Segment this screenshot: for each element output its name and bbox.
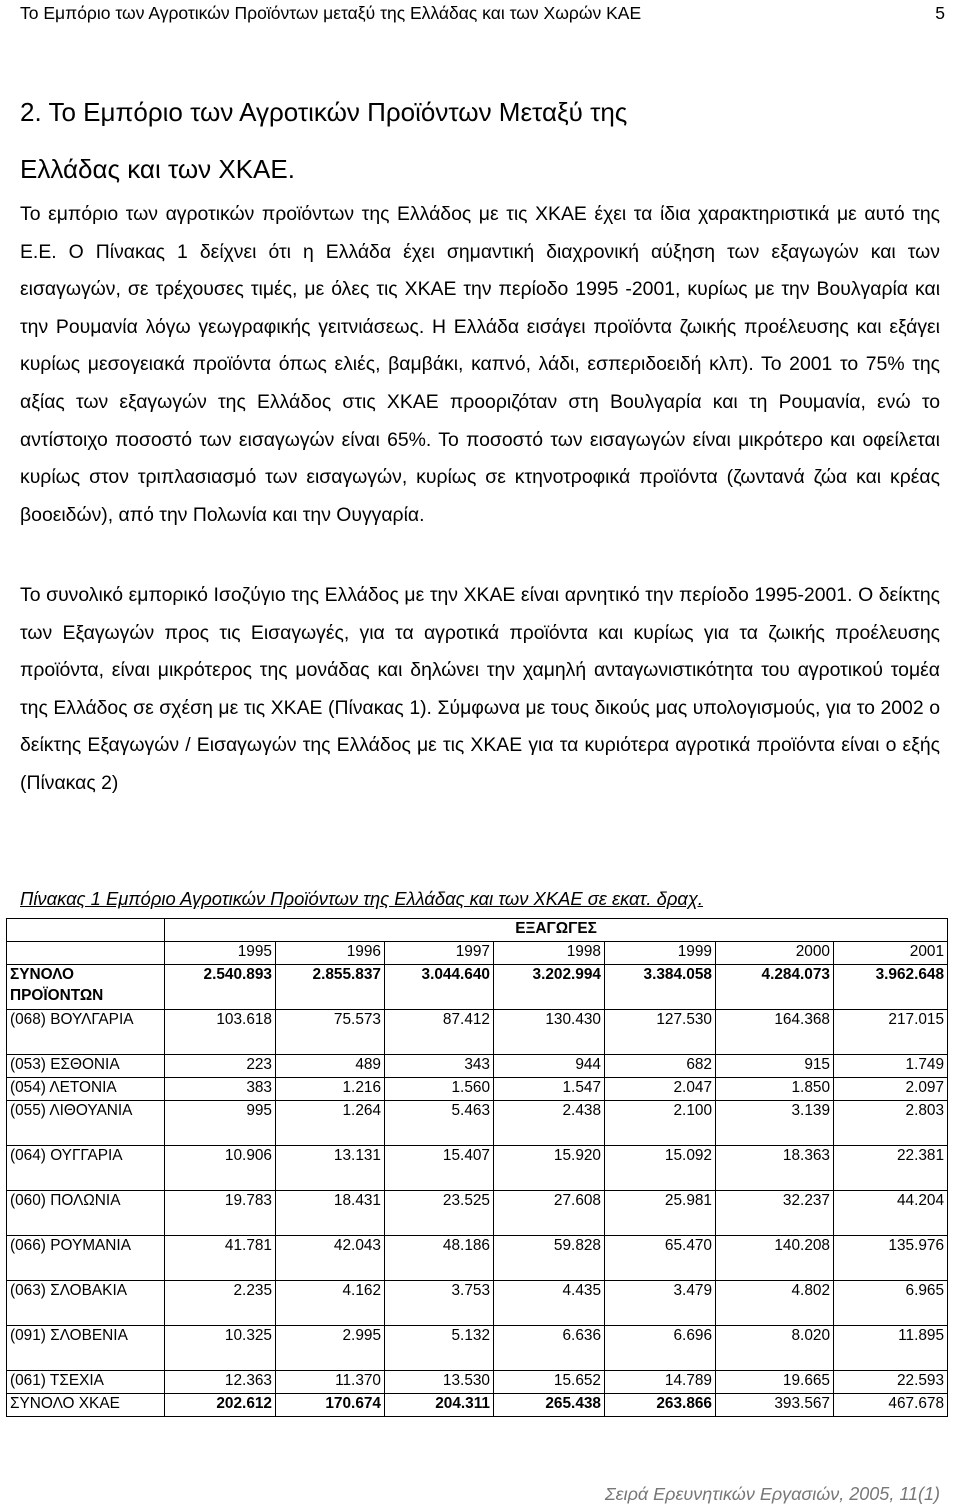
value-cell: 3.202.994 (494, 965, 605, 1010)
value-cell: 4.802 (716, 1281, 834, 1326)
value-cell: 22.593 (834, 1371, 948, 1394)
value-cell: 127.530 (605, 1010, 716, 1055)
value-cell: 65.470 (605, 1236, 716, 1281)
value-cell: 202.612 (165, 1394, 276, 1417)
value-cell: 27.608 (494, 1191, 605, 1236)
value-cell: 467.678 (834, 1394, 948, 1417)
value-cell: 1.216 (276, 1078, 385, 1101)
value-cell: 13.530 (385, 1371, 494, 1394)
row-label: (060) ΠΟΛΩΝΙΑ (7, 1191, 165, 1236)
value-cell: 11.370 (276, 1371, 385, 1394)
value-cell: 265.438 (494, 1394, 605, 1417)
value-cell: 22.381 (834, 1146, 948, 1191)
value-cell: 223 (165, 1055, 276, 1078)
row-label: (054) ΛΕΤΟΝΙΑ (7, 1078, 165, 1101)
value-cell: 2.100 (605, 1101, 716, 1146)
value-cell: 3.962.648 (834, 965, 948, 1010)
section-title-line-2: Ελλάδας και των ΧΚΑΕ. (20, 154, 295, 184)
table-row (7, 1236, 948, 1281)
value-cell: 915 (716, 1055, 834, 1078)
value-cell: 2.540.893 (165, 965, 276, 1010)
value-cell: 343 (385, 1055, 494, 1078)
year-header: 1999 (605, 942, 716, 965)
value-cell: 393.567 (716, 1394, 834, 1417)
value-cell: 19.665 (716, 1371, 834, 1394)
row-label: (053) ΕΣΘΟΝΙΑ (7, 1055, 165, 1078)
table-row (7, 1191, 948, 1236)
section-title-line-1: 2. Το Εμπόριο των Αγροτικών Προϊόντων Μεταξύ της (20, 97, 628, 127)
value-cell: 6.696 (605, 1326, 716, 1371)
table-row (7, 1281, 948, 1326)
row-label: (068) ΒΟΥΛΓΑΡΙΑ (7, 1010, 165, 1055)
value-cell: 10.906 (165, 1146, 276, 1191)
running-title: Το Εμπόριο των Αγροτικών Προϊόντων μεταξύ της Ελλάδας και των Χωρών ΚΑΕ (20, 3, 642, 23)
year-header: 1996 (276, 942, 385, 965)
value-cell: 15.920 (494, 1146, 605, 1191)
year-label-cell (7, 942, 165, 965)
row-label: (066) ΡΟΥΜΑΝΙΑ (7, 1236, 165, 1281)
value-cell: 59.828 (494, 1236, 605, 1281)
value-cell: 41.781 (165, 1236, 276, 1281)
value-cell: 3.753 (385, 1281, 494, 1326)
exports-group-header: ΕΞΑΓΩΓΕΣ (165, 919, 948, 942)
value-cell: 1.547 (494, 1078, 605, 1101)
paragraph-2: Το συνολικό εμπορικό Ισοζύγιο της Ελλάδος με την ΧΚΑΕ είναι αρνητικό την περίοδο 1995-2001. Ο δείκτης των Εξαγωγών προς τις Εισαγωγές, για τα αγροτικά προϊόντα και κυρίως για τα ζωικής προέλευσης προϊόντα, είναι μικρότερος της μονάδας και δηλώνει την χαμηλή ανταγωνιστικότητα του αγροτικού τομέα της Ελλάδος σε σχέση με τις ΧΚΑΕ (Πίνακας 1). Σύμφωνα με τους δικούς μας υπολογισμούς, για το 2002 ο δείκτης Εξαγωγών / Εισαγωγών της Ελλάδος με τις ΧΚΑΕ για τα κυριότερα αγροτικά προϊόντα είναι ο εξής (Πίνακας 2) (20, 584, 940, 794)
footer-series: Σειρά Ερευνητικών Εργασιών, 2005, 11(1) (604, 1484, 940, 1504)
value-cell: 2.855.837 (276, 965, 385, 1010)
row-label: (061) ΤΣΕΧΙΑ (7, 1371, 165, 1394)
row-label: (064) ΟΥΓΓΑΡΙΑ (7, 1146, 165, 1191)
year-header: 1995 (165, 942, 276, 965)
row-label: ΣΥΝΟΛΟ ΠΡΟΪΟΝΤΩΝ (7, 965, 165, 1010)
value-cell: 995 (165, 1101, 276, 1146)
value-cell: 263.866 (605, 1394, 716, 1417)
value-cell: 3.479 (605, 1281, 716, 1326)
row-label: (091) ΣΛΟΒΕΝΙΑ (7, 1326, 165, 1371)
row-label: (055) ΛΙΘΟΥΑΝΙΑ (7, 1101, 165, 1146)
value-cell: 140.208 (716, 1236, 834, 1281)
table-row (7, 1326, 948, 1371)
table-row (7, 1146, 948, 1191)
value-cell: 3.044.640 (385, 965, 494, 1010)
value-cell: 87.412 (385, 1010, 494, 1055)
value-cell: 44.204 (834, 1191, 948, 1236)
value-cell: 18.363 (716, 1146, 834, 1191)
running-header (20, 2, 945, 24)
value-cell: 2.995 (276, 1326, 385, 1371)
value-cell: 10.325 (165, 1326, 276, 1371)
value-cell: 15.407 (385, 1146, 494, 1191)
value-cell: 2.438 (494, 1101, 605, 1146)
value-cell: 15.092 (605, 1146, 716, 1191)
value-cell: 2.047 (605, 1078, 716, 1101)
value-cell: 18.431 (276, 1191, 385, 1236)
value-cell: 48.186 (385, 1236, 494, 1281)
value-cell: 1.560 (385, 1078, 494, 1101)
page-number: 5 (935, 3, 945, 23)
row-label: (063) ΣΛΟΒΑΚΙΑ (7, 1281, 165, 1326)
value-cell: 11.895 (834, 1326, 948, 1371)
value-cell: 75.573 (276, 1010, 385, 1055)
value-cell: 103.618 (165, 1010, 276, 1055)
value-cell: 1.264 (276, 1101, 385, 1146)
value-cell: 170.674 (276, 1394, 385, 1417)
value-cell: 1.850 (716, 1078, 834, 1101)
table-year-row (7, 942, 948, 965)
value-cell: 3.384.058 (605, 965, 716, 1010)
value-cell: 6.965 (834, 1281, 948, 1326)
value-cell: 130.430 (494, 1010, 605, 1055)
value-cell: 204.311 (385, 1394, 494, 1417)
table-row (7, 1010, 948, 1055)
year-header: 1997 (385, 942, 494, 965)
value-cell: 944 (494, 1055, 605, 1078)
value-cell: 383 (165, 1078, 276, 1101)
value-cell: 25.981 (605, 1191, 716, 1236)
table-group-header-row (7, 919, 948, 942)
value-cell: 42.043 (276, 1236, 385, 1281)
year-header: 2000 (716, 942, 834, 965)
row-label: ΣΥΝΟΛΟ ΧΚΑΕ (7, 1394, 165, 1417)
paragraph-1: Το εμπόριο των αγροτικών προϊόντων της Ελλάδος με τις ΧΚΑΕ έχει τα ίδια χαρακτηριστικά με αυτό της Ε.Ε. Ο Πίνακας 1 δείχνει ότι η Ελλάδα έχει σημαντική διαχρονική αύξηση των εξαγωγών και των εισαγωγών, σε τρέχουσες τιμές, με όλες τις ΧΚΑΕ την περίοδο 1995 -2001, κυρίως με την Βουλγαρία και την Ρουμανία λόγω γεωγραφικής γειτνιάσεως. Η Ελλάδα εισάγει προϊόντα ζωικής προέλευσης και εξάγει κυρίως μεσογειακά προϊόντα όπως ελιές, βαμβάκι, καπνό, λάδι, εσπεριδοειδή κλπ). Το 2001 το 75% της αξίας των εξαγωγών της Ελλάδος στις ΧΚΑΕ προοριζόταν στη Βουλγαρία και τη Ρουμανία, ενώ το αντίστοιχο ποσοστό των εισαγωγών είναι 65%. Το ποσοστό των εισαγωγών είναι μικρότερο και οφείλεται κυρίως στον τριπλασιασμό των εισαγωγών, κυρίως σε κτηνοτροφικά προϊόντα (ζωντανά ζώα και κρέας βοοειδών), από την Πολωνία και την Ουγγαρία. (20, 203, 940, 526)
value-cell: 682 (605, 1055, 716, 1078)
table-row (7, 965, 948, 1010)
value-cell: 4.162 (276, 1281, 385, 1326)
value-cell: 4.284.073 (716, 965, 834, 1010)
value-cell: 6.636 (494, 1326, 605, 1371)
table-row (7, 1055, 948, 1078)
year-header: 1998 (494, 942, 605, 965)
value-cell: 2.235 (165, 1281, 276, 1326)
value-cell: 217.015 (834, 1010, 948, 1055)
value-cell: 5.132 (385, 1326, 494, 1371)
value-cell: 489 (276, 1055, 385, 1078)
table-caption: Πίνακας 1 Εμπόριο Αγροτικών Προϊόντων της Ελλάδας και των ΧΚΑΕ σε εκατ. δραχ. (20, 888, 704, 909)
value-cell: 19.783 (165, 1191, 276, 1236)
value-cell: 1.749 (834, 1055, 948, 1078)
exports-table (6, 918, 948, 1417)
year-header: 2001 (834, 942, 948, 965)
value-cell: 15.652 (494, 1371, 605, 1394)
value-cell: 2.097 (834, 1078, 948, 1101)
value-cell: 13.131 (276, 1146, 385, 1191)
table-corner-cell (7, 919, 165, 942)
section-title (20, 84, 945, 198)
value-cell: 12.363 (165, 1371, 276, 1394)
table-row (7, 1101, 948, 1146)
value-cell: 5.463 (385, 1101, 494, 1146)
table-row (7, 1394, 948, 1417)
value-cell: 8.020 (716, 1326, 834, 1371)
table-body (7, 965, 948, 1417)
table-row (7, 1371, 948, 1394)
value-cell: 23.525 (385, 1191, 494, 1236)
value-cell: 14.789 (605, 1371, 716, 1394)
value-cell: 135.976 (834, 1236, 948, 1281)
value-cell: 4.435 (494, 1281, 605, 1326)
value-cell: 32.237 (716, 1191, 834, 1236)
value-cell: 3.139 (716, 1101, 834, 1146)
table-row (7, 1078, 948, 1101)
value-cell: 2.803 (834, 1101, 948, 1146)
value-cell: 164.368 (716, 1010, 834, 1055)
